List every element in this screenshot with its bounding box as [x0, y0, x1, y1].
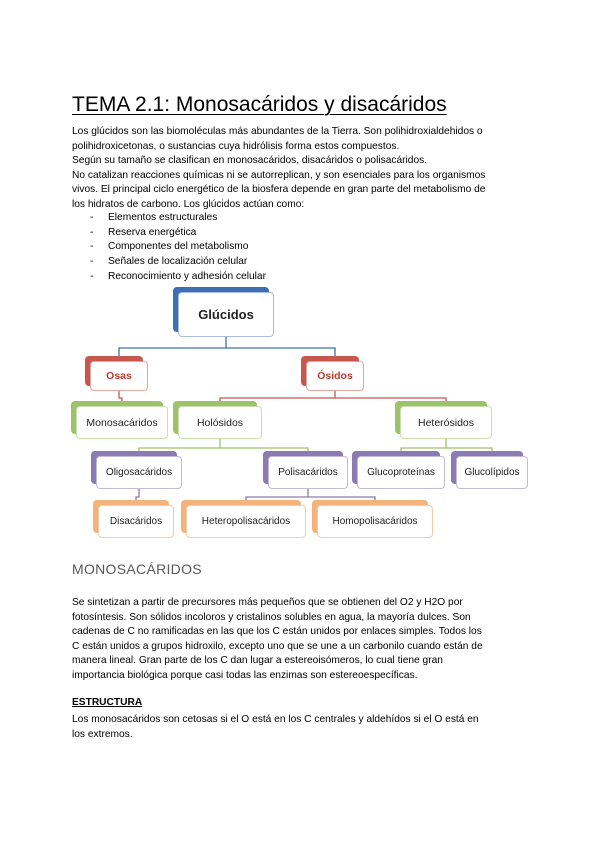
connector-holo-poli: [220, 448, 308, 456]
connector-osidos-hetero: [335, 398, 446, 406]
estructura-line: los extremos.: [72, 728, 133, 740]
list-item: - Señales de localización celular: [90, 255, 266, 270]
node-osidos: Ósidos: [306, 361, 364, 391]
connector-glucidos-osidos: [226, 348, 335, 361]
connector-osas-mono: [119, 391, 122, 406]
subheading-estructura: ESTRUCTURA: [72, 697, 143, 708]
node-polisacaridos: Polisacáridos: [268, 456, 348, 489]
monosacaridos-paragraph: [72, 596, 532, 684]
connector-hetero-glucol: [446, 448, 492, 456]
intro-line: los hidratos de carbono. Los glúcidos actúan como:: [72, 198, 305, 210]
node-homopolisacaridos: Homopolisacáridos: [317, 505, 433, 538]
connector-hetero-gluco: [401, 439, 446, 456]
connector-osidos-holo: [220, 391, 335, 406]
estructura-paragraph: [72, 713, 532, 742]
node-glucoproteinas: Glucoproteínas: [357, 456, 445, 489]
mono-line: fotosíntesis. Son sólidos incoloros y cristalinos solubles en agua, la mayoría dulces. Son: [72, 611, 471, 623]
mono-line: cadenas de C no ramificadas en las que los C están unidos por enlaces simples. Todos los: [72, 626, 482, 638]
node-heteropolisacaridos: Heteropolisacáridos: [186, 505, 306, 538]
section-heading-monosacaridos: MONOSACÁRIDOS: [72, 561, 202, 577]
connector-glucidos-osas: [119, 337, 226, 361]
functions-list: [90, 211, 266, 285]
connector-holo-oligo: [139, 439, 220, 456]
node-osas: Osas: [90, 361, 148, 391]
intro-line: polihidroxicetonas, o sustancias cuya hidrólisis forma estos compuestos.: [72, 140, 400, 152]
list-item: - Componentes del metabolismo: [90, 240, 266, 255]
intro-paragraph: [72, 125, 532, 213]
connector-oligo-disa: [136, 489, 139, 505]
mono-line: manera lineal. Gran parte de los C dan lugar a estereoisómeros, lo cual tiene gran: [72, 655, 443, 667]
node-heterosidos: Heterósidos: [400, 406, 492, 439]
mono-line: C están unidos a grupos hidroxilo, excepto uno que se une a un carbonilo cuando están de: [72, 640, 483, 652]
connector-poli-heteropoli: [246, 489, 308, 505]
estructura-line: Los monosacáridos son cetosas si el O está en los C centrales y aldehídos si el O está en: [72, 714, 479, 725]
node-glucolipidos: Glucolípidos: [456, 456, 528, 489]
node-disacaridos: Disacáridos: [98, 505, 174, 538]
node-glucidos: Glúcidos: [178, 292, 274, 337]
page-title: TEMA 2.1: Monosacáridos y disacáridos: [72, 93, 447, 116]
intro-line: vivos. El principal ciclo energético de la biosfera depende en gran parte del metabolismo de: [72, 184, 486, 196]
intro-line: Los glúcidos son las biomoléculas más abundantes de la Tierra. Son polihidroxialdehidos o: [72, 126, 483, 137]
list-item: - Reconocimiento y adhesión celular: [90, 270, 266, 285]
node-monosacaridos: Monosacáridos: [76, 406, 168, 439]
node-oligosacaridos: Oligosacáridos: [96, 456, 182, 489]
list-item: - Reserva energética: [90, 226, 266, 241]
intro-line: No catalizan reacciones químicas ni se autorreplican, y son esenciales para los organismos: [72, 169, 486, 181]
list-item: - Elementos estructurales: [90, 211, 266, 226]
intro-line: Según su tamaño se clasifican en monosacáridos, disacáridos o polisacáridos.: [72, 155, 428, 167]
connector-poli-homopoli: [308, 497, 375, 505]
node-holosidos: Holósidos: [178, 406, 262, 439]
mono-line: importancia biológica porque casi todas las enzimas son estereoespecíficas.: [72, 669, 418, 681]
mono-line: Se sintetizan a partir de precursores más pequeños que se obtienen del O2 y H2O por: [72, 597, 463, 608]
